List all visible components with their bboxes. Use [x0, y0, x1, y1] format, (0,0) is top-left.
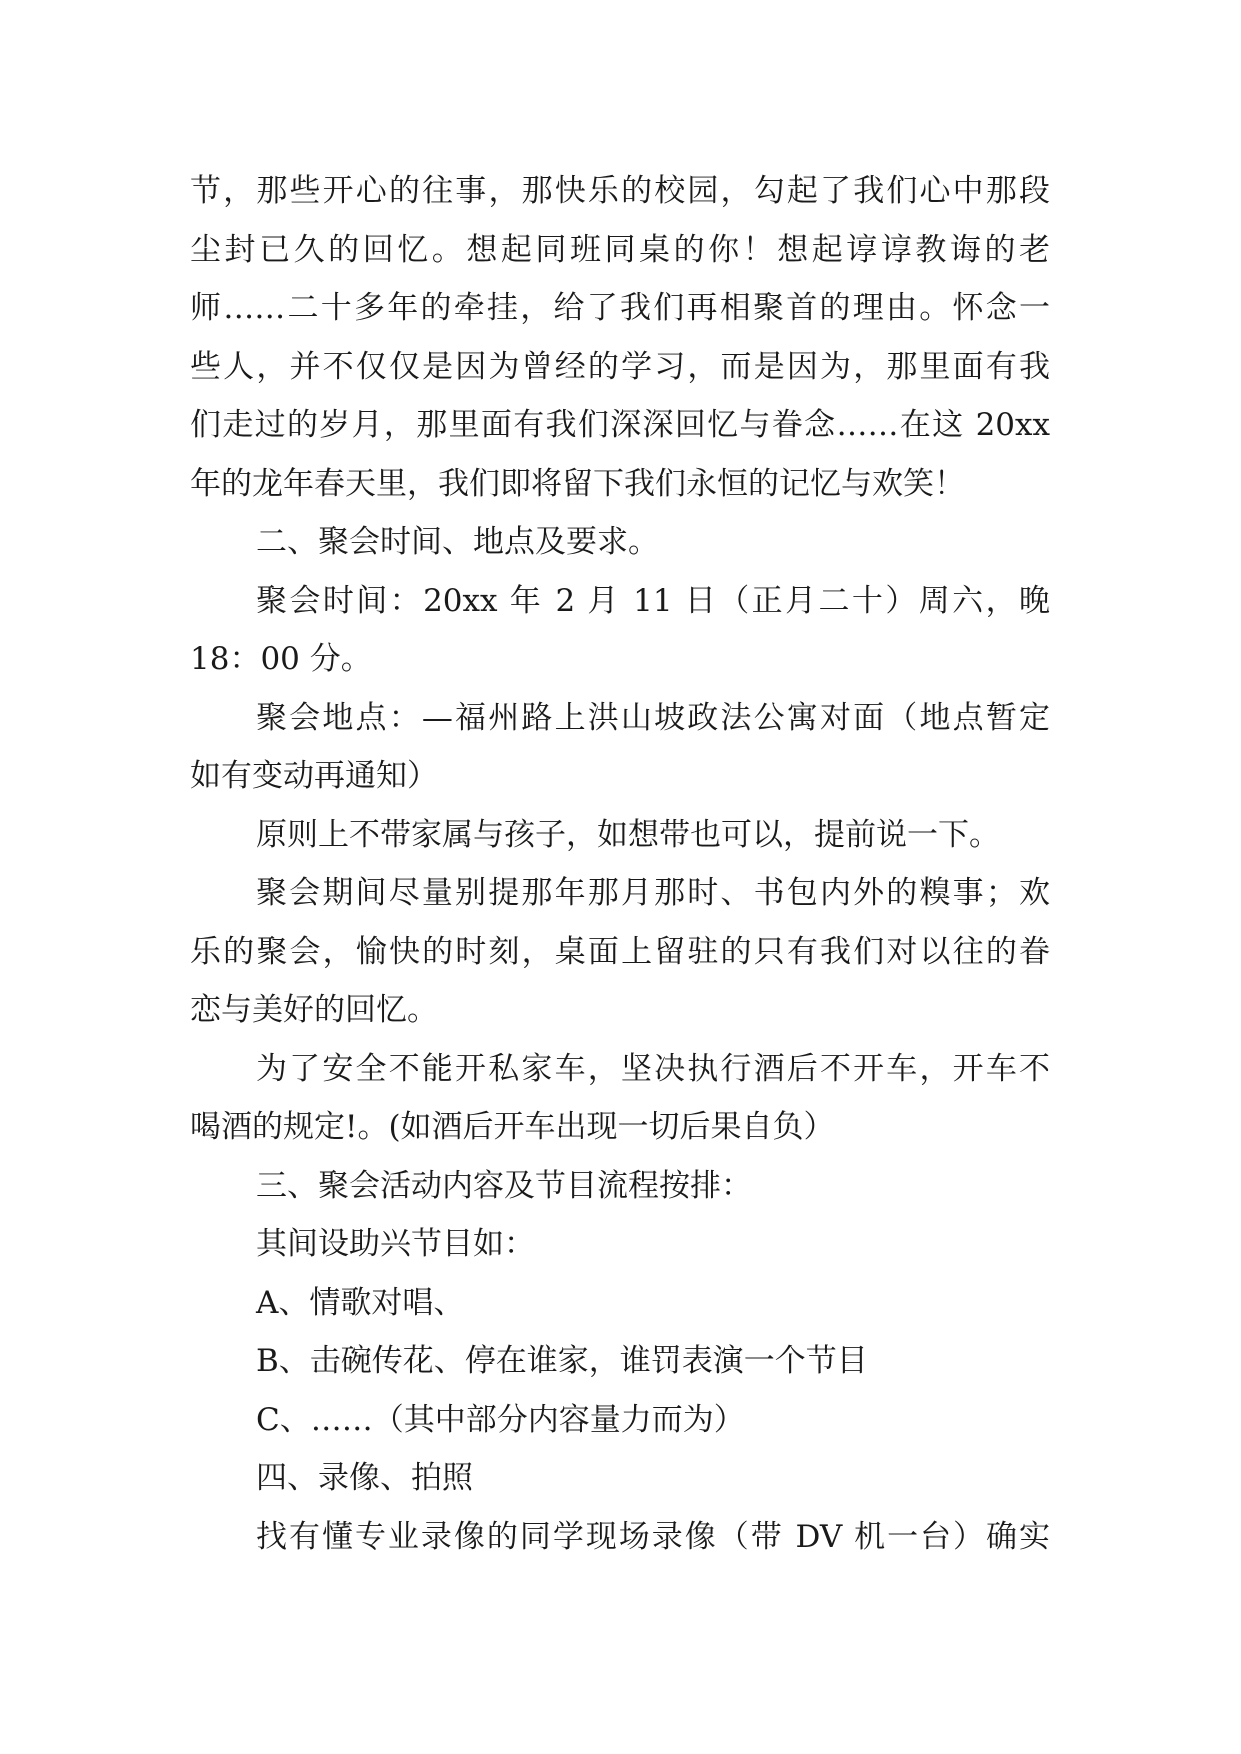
- paragraph-line: 尘封已久的回忆。想起同班同桌的你！想起谆谆教诲的老: [190, 231, 1050, 268]
- paragraph-line: 其间设助兴节目如：: [256, 1226, 535, 1262]
- section-heading: 三、聚会活动内容及节目流程按排：: [256, 1167, 752, 1204]
- list-item: A、情歌对唱、: [256, 1284, 465, 1321]
- paragraph-line: 聚会地点：—福州路上洪山坡政法公寓对面（地点暂定: [256, 699, 1050, 736]
- document-body: [190, 162, 1050, 1566]
- paragraph-line: 找有懂专业录像的同学现场录像（带 DV 机一台）确实: [256, 1518, 1050, 1555]
- paragraph-line: 为了安全不能开私家车，坚决执行酒后不开车，开车不: [256, 1050, 1050, 1087]
- paragraph-line: 原则上不带家属与孩子，如想带也可以，提前说一下。: [256, 816, 1000, 853]
- paragraph-line: 18：00 分。: [190, 641, 372, 677]
- section-heading: 四、录像、拍照: [256, 1460, 473, 1496]
- paragraph-line: 恋与美好的回忆。: [190, 992, 438, 1028]
- paragraph-line: 节，那些开心的往事，那快乐的校园，勾起了我们心中那段: [190, 173, 1050, 209]
- list-item: C、……（其中部分内容量力而为）: [256, 1401, 745, 1438]
- section-heading: 二、聚会时间、地点及要求。: [256, 524, 659, 560]
- list-item: B、击碗传花、停在谁家，谁罚表演一个节目: [256, 1343, 868, 1379]
- paragraph-line: 些人，并不仅仅是因为曾经的学习，而是因为，那里面有我: [190, 348, 1050, 385]
- paragraph-line: 们走过的岁月，那里面有我们深深回忆与眷念……在这 20xx: [190, 407, 1050, 443]
- paragraph-line: 年的龙年春天里，我们即将留下我们永恒的记忆与欢笑！: [190, 465, 965, 502]
- paragraph-line: 如有变动再通知）: [190, 758, 438, 794]
- paragraph-line: 聚会期间尽量别提那年那月那时、书包内外的糗事；欢: [256, 875, 1050, 911]
- paragraph-line: 聚会时间：20xx 年 2 月 11 日（正月二十）周六，晚: [256, 582, 1050, 619]
- paragraph-line: 喝酒的规定!。(如酒后开车出现一切后果自负）: [190, 1109, 835, 1145]
- paragraph-line: 师……二十多年的牵挂，给了我们再相聚首的理由。怀念一: [190, 290, 1050, 326]
- paragraph-line: 乐的聚会，愉快的时刻，桌面上留驻的只有我们对以往的眷: [190, 933, 1050, 970]
